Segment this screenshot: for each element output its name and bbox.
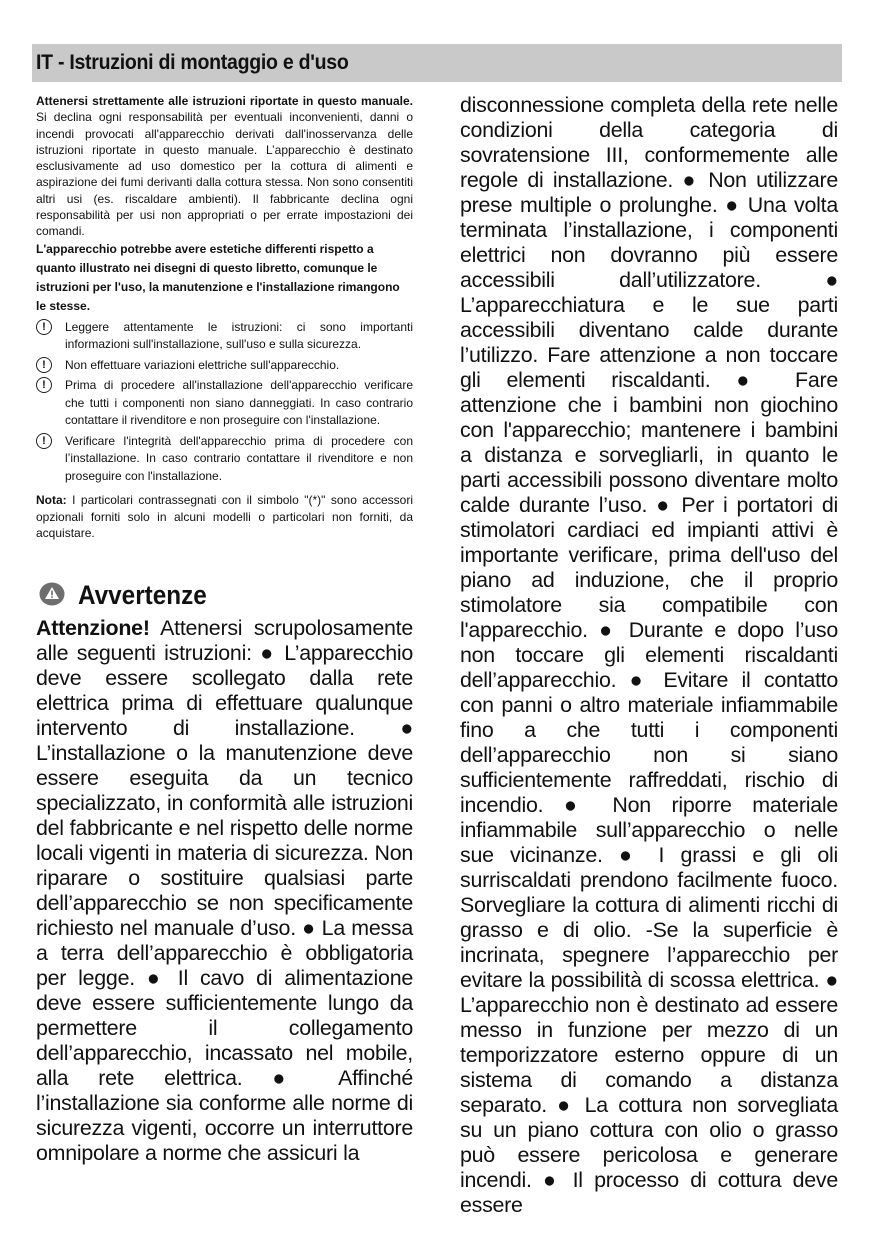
intro-lead-bold: Attenersi strettamente alle istruzioni riportate in questo manuale. (36, 94, 413, 108)
avvertenze-title: Avvertenze (78, 579, 207, 610)
avvertenze-text-right: disconnessione completa della rete nelle condizioni della categoria di sovratensione III, conformemente alle regole di installazione. ● Non utilizzare prese multiple o prolunghe. ● Una volta terminata l’installazione, i componenti elettrici non dovranno più essere accessibili dall’utilizzatore. ● L’apparecchiatura e le sue parti accessibili diventano calde durante l’utilizzo. Fare attenzione a non toccare gli elementi riscaldanti. ● Fare attenzione che i bambini non giochino con l'apparecchio; mantenere i bambini a distanza e sorvegliarli, in quanto le parti accessibili possono diventare molto calde durante l’uso. ● Per i portatori di stimolatori cardiaci ed impianti attivi è importante verificare, prima dell'uso del piano ad induzione, che il proprio stimolatore sia compatibile con l'apparecchio. ● Durante e dopo l’uso non toccare gli elementi riscaldanti dell’apparecchio. ● Evitare il contatto con panni o altro materiale infiammabile fino a che tutti i componenti dell’apparecchio non si siano sufficientemente raffreddati, rischio di incendio. ● Non riporre materiale infiammabile sull’apparecchio o nelle sue vicinanze. ● I grassi e gli oli surriscaldati prendono facilmente fuoco. Sorvegliare la cottura di alimenti ricchi di grasso e di olio. -Se la superficie è incrinata, spegnere l’apparecchio per evitare la possibilità di scossa elettrica. ● L’apparecchio non è destinato ad essere messo in funzione per mezzo di un temporizzatore esterno oppure di un sistema di comando a distanza separato. ● La cottura non sorvegliata su un piano cottura con olio o grasso può essere pericolosa e generare incendi. ● Il processo di cottura deve essere (460, 93, 838, 1217)
exclamation-circle-icon: ! (36, 319, 52, 335)
warning-text: Non effettuare variazioni elettriche sull'apparecchio. (65, 357, 340, 372)
warning-item (36, 433, 413, 486)
exclamation-circle-icon: ! (36, 357, 52, 373)
avvertenze-lead-bold: Attenzione! (36, 615, 150, 640)
avvertenze-left-body: Attenersi scrupolosamente alle seguenti istruzioni: ● L’apparecchio deve essere scollegato dalla rete elettrica prima di effettuare qualunque intervento di installazione. ● L’installazione o la manutenzione deve essere eseguita da un tecnico specializzato, in conformità alle istruzioni del fabbricante e nel rispetto delle norme locali vigenti in materia di sicurezza. Non riparare o sostituire qualsiasi parte dell’apparecchio se non specificamente richiesto nel manuale d’uso. ● La messa a terra dell’apparecchio è obbligatoria per legge. ● Il cavo di alimentazione deve essere sufficientemente lungo da permettere il collegamento dell’apparecchio, incassato nel mobile, alla rete elettrica. ● Affinché l’installazione sia conforme alle norme di sicurezza vigenti, occorre un interruttore omnipolare a norme che assicuri la (36, 615, 413, 1165)
warning-text: Verificare l'integrità dell'apparecchio prima di procedere con l’installazione. In caso contrario contattare il rivenditore e non proseguire con l'installazione. (65, 433, 413, 483)
page-title: IT - Istruzioni di montaggio e d'uso (36, 51, 349, 74)
note-text: I particolari contrassegnati con il simbolo "(*)" sono accessori opzionali forniti solo in alcuni modelli o particolari non forniti, da acquistare. (36, 493, 413, 541)
warning-item (36, 319, 413, 354)
intro-bold-paragraph: L'apparecchio potrebbe avere estetiche differenti rispetto a quanto illustrato nei disegni di questo libretto, comunque le istruzioni per l'uso, la manutenzione e l'installazione rimangono le stesse. (36, 241, 400, 313)
left-column (36, 93, 413, 1166)
intro-paragraph (36, 93, 413, 240)
warning-triangle-icon (39, 582, 65, 606)
warning-text: Leggere attentamente le istruzioni: ci sono importanti informazioni sull'installazione, sull'uso e sulla sicurezza. (65, 319, 413, 352)
right-column (460, 93, 838, 1218)
avvertenze-text-left (36, 616, 413, 1166)
intro-lead-text: Si declina ogni responsabilità per eventuali inconvenienti, danni o incendi provocati all'apparecchio derivati dall'inosservanza delle istruzioni riportate in questo manuale. L’apparecchio è destinato esclusivamente ad uso domestico per la cottura di alimenti e aspirazione dei fumi derivanti dalla cottura stessa. Non sono consentiti altri usi (es. riscaldare ambienti). Il fabbricante declina ogni responsabilità per usi non appropriati o per errate impostazioni dei comandi. (36, 110, 413, 239)
note-label: Nota: (36, 493, 67, 508)
avvertenze-heading (36, 580, 413, 616)
note-paragraph (36, 492, 413, 542)
section-header-bar (32, 44, 842, 82)
warning-text: Prima di procedere all'installazione dell'apparecchio verificare che tutti i componenti non siano danneggiati. In caso contrario contattare il rivenditore e non proseguire con l'installazione. (65, 378, 413, 428)
warning-item (36, 377, 413, 430)
exclamation-circle-icon: ! (36, 433, 52, 449)
exclamation-circle-icon: ! (36, 377, 52, 393)
warning-item (36, 357, 413, 375)
warning-list (36, 319, 413, 486)
